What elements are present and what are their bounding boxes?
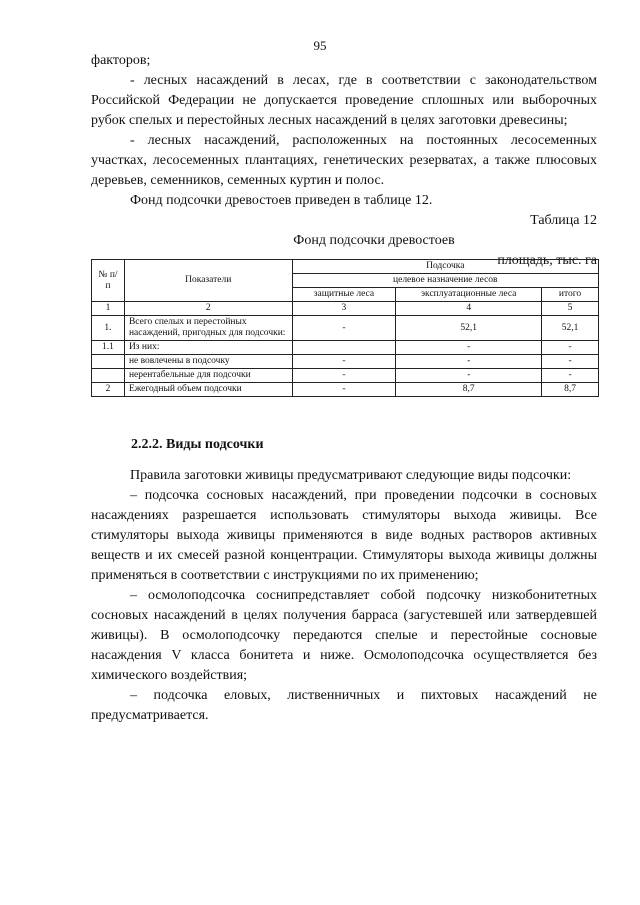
row-num: [92, 355, 125, 369]
column-number: 5: [542, 302, 599, 316]
row-exploitable: 52,1: [396, 316, 542, 341]
table-row: [92, 369, 599, 383]
bottom-text-block: [91, 466, 597, 726]
row-label: нерентабельные для подсочки: [124, 369, 292, 383]
header-indicators: Показатели: [124, 260, 292, 302]
column-number: 2: [124, 302, 292, 316]
row-label: Ежегодный объем подсочки: [124, 383, 292, 397]
table-number: Таблица 12: [530, 213, 597, 228]
row-total: -: [542, 355, 599, 369]
table-row: [92, 316, 599, 341]
row-exploitable: -: [396, 355, 542, 369]
row-label: не вовлечены в подсочку: [124, 355, 292, 369]
row-exploitable: -: [396, 369, 542, 383]
row-num: 1.1: [92, 341, 125, 355]
row-protective: -: [292, 383, 396, 397]
header-tapping: Подсочка: [292, 260, 598, 274]
paragraph: факторов;: [91, 53, 151, 68]
paragraph: Правила заготовки живицы предусматривают следующие виды подсочки:: [130, 468, 572, 483]
row-protective: -: [292, 316, 396, 341]
column-number: 1: [92, 302, 125, 316]
table-title: Фонд подсочки древостоев: [293, 233, 455, 248]
row-exploitable: -: [396, 341, 542, 355]
header-purpose: целевое назначение лесов: [292, 274, 598, 288]
row-total: 52,1: [542, 316, 599, 341]
row-num: [92, 369, 125, 383]
header-exploitable: эксплуатационные леса: [396, 288, 542, 302]
tapping-fund-table: [91, 259, 599, 397]
row-protective: [292, 341, 396, 355]
row-exploitable: 8,7: [396, 383, 542, 397]
table-header-row: [92, 260, 599, 274]
paragraph: – осмолоподсочка соснипредставляет собой подсочку низкобонитетных сосновых насаждений в целях получения барраса (загустевшей или затвердевшей живицы). В осмолоподсочку передаются спелые и перестойные сосновые насаждения V класса бонитета и ниже. Осмолоподсочка осуществляется без химического воздействия;: [91, 588, 597, 683]
column-number-row: [92, 302, 599, 316]
row-protective: -: [292, 369, 396, 383]
row-total: -: [542, 341, 599, 355]
row-label: Из них:: [124, 341, 292, 355]
row-total: 8,7: [542, 383, 599, 397]
row-protective: -: [292, 355, 396, 369]
header-protective: защитные леса: [292, 288, 396, 302]
paragraph: Фонд подсочки древостоев приведен в таблице 12.: [130, 193, 433, 208]
row-num: 1.: [92, 316, 125, 341]
section-heading: 2.2.2. Виды подсочки: [131, 437, 264, 452]
top-text-block: [91, 51, 597, 271]
header-total: итого: [542, 288, 599, 302]
paragraph: – подсочка еловых, лиственничных и пихтовых насаждений не предусматривается.: [91, 688, 597, 723]
paragraph: - лесных насаждений в лесах, где в соответствии с законодательством Российской Федерации не допускается проведение сплошных или выборочных рубок спелых и перестойных лесных насаждений в целях заготовки древесины;: [91, 73, 597, 128]
row-label: Всего спелых и перестойных насаждений, пригодных для подсочки:: [124, 316, 292, 341]
column-number: 4: [396, 302, 542, 316]
header-num: № п/п: [92, 260, 125, 302]
column-number: 3: [292, 302, 396, 316]
table-row: [92, 341, 599, 355]
table-row: [92, 355, 599, 369]
paragraph: - лесных насаждений, расположенных на постоянных лесосеменных участках, лесосеменных плантациях, генетических резерватах, а также плюсовых деревьев, семенников, семенных куртин и полос.: [91, 133, 597, 188]
table-units: площадь, тыс. га: [497, 253, 597, 268]
row-total: -: [542, 369, 599, 383]
page-number: 95: [313, 38, 327, 53]
table-row: [92, 383, 599, 397]
row-num: 2: [92, 383, 125, 397]
paragraph: – подсочка сосновых насаждений, при проведении подсочки в сосновых насаждениях разрешается использовать стимуляторы выхода живицы. Все стимуляторы выхода живицы применяются в виде водных растворов активных веществ и их смесей разной концентрации. Стимуляторы выхода живицы должны применяться в соответствии с инструкциями по их применению;: [91, 488, 597, 583]
